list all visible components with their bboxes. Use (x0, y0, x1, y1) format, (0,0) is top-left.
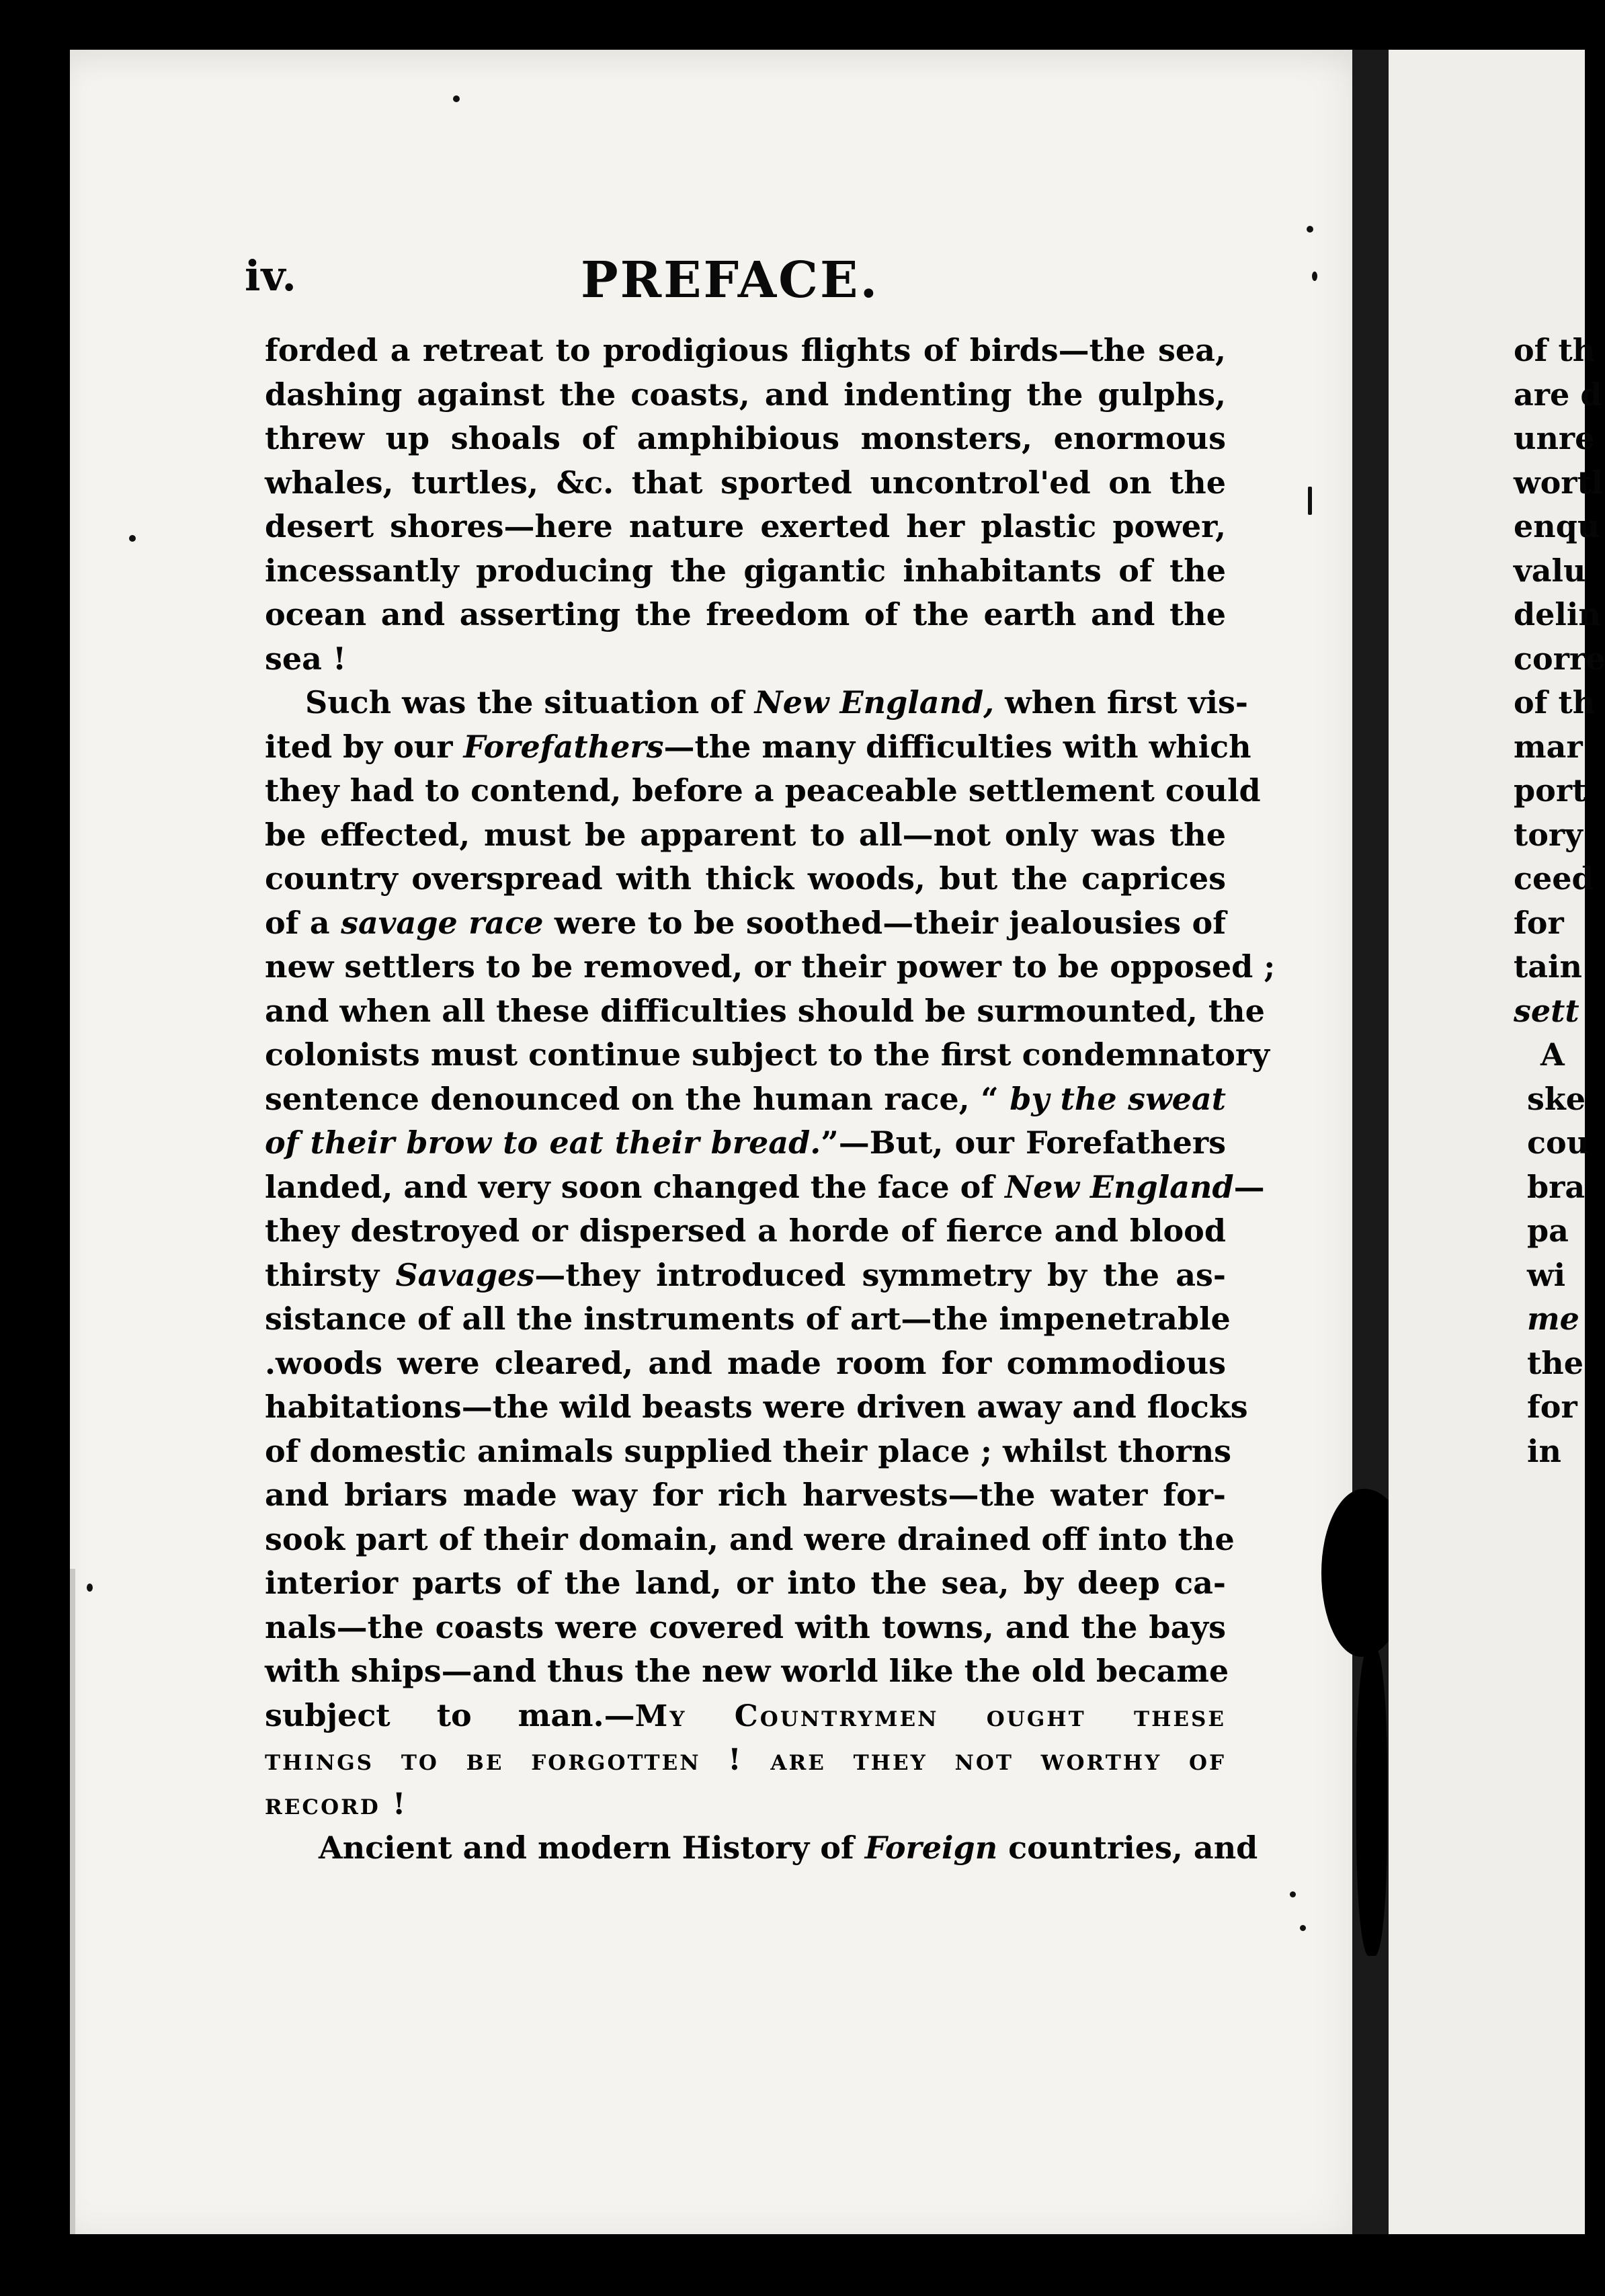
text-run: ”—But, our Forefathers (821, 1124, 1226, 1161)
quotation: by the sweat (1010, 1080, 1226, 1117)
text-line: they had to contend, before a peaceable settlement could (265, 772, 1261, 809)
text-fragment: delin (1514, 596, 1601, 632)
emphasis: Foreign (864, 1830, 998, 1866)
text-fragment: mar (1514, 728, 1583, 765)
text-line: dashing against the coasts, and indenting the gulphs, (265, 376, 1226, 413)
text-fragment: ske (1527, 1080, 1586, 1117)
emphasis: Savages (395, 1256, 535, 1293)
small-caps-text: My Countrymen ought these (634, 1698, 1226, 1733)
text-line: sistance of all the instruments of art—the impenetrable (265, 1301, 1231, 1337)
text-line: desert shores—here nature exerted her plastic power, (265, 508, 1226, 544)
text-line: of domestic animals supplied their place ; whilst thorns (265, 1432, 1232, 1469)
ink-speck (1312, 272, 1317, 281)
text-line: they destroyed or dispersed a horde of fierce and blood (265, 1213, 1226, 1249)
text-line (265, 901, 1226, 946)
text-fragment: wi (1527, 1256, 1566, 1293)
text-run: — (1233, 1168, 1265, 1205)
place-name: New England (1005, 1168, 1234, 1205)
text-run: —they introduced symmetry by the as- (534, 1256, 1226, 1293)
text-line: new settlers to be removed, or their power to be opposed ; (265, 948, 1276, 985)
text-run: Such was the situation of (305, 684, 755, 721)
text-fragment: port (1514, 772, 1587, 809)
text-line (265, 1254, 1226, 1298)
text-line: .woods were cleared, and made room for commodious (265, 1344, 1226, 1381)
text-fragment: pa (1527, 1213, 1569, 1249)
text-fragment: ceed (1514, 860, 1594, 897)
text-line: things to be forgotten ! are they not worthy of (265, 1743, 1226, 1777)
text-fragment: A (1540, 1036, 1565, 1073)
text-line (265, 681, 1248, 725)
text-fragment: me (1527, 1301, 1579, 1337)
text-line (265, 1121, 1226, 1165)
text-line: and briars made way for rich harvests—the water for- (265, 1477, 1226, 1513)
text-line: ocean and asserting the freedom of the earth and the (265, 596, 1226, 632)
running-title: PREFACE. (581, 251, 880, 309)
text-line: forded a retreat to prodigious flights of birds—the sea, (265, 332, 1226, 368)
text-line (265, 1826, 1258, 1871)
right-page-text (1514, 329, 1605, 1473)
text-line: be effected, must be apparent to all—not only was the (265, 816, 1226, 853)
text-run: when first vis- (994, 684, 1248, 721)
text-fragment: sett (1514, 992, 1579, 1029)
text-line: country overspread with thick woods, but the caprices (265, 860, 1226, 897)
text-run: —the many difficulties with which (663, 728, 1251, 765)
text-fragment: wortl (1514, 464, 1604, 501)
text-line: record ! (265, 1787, 408, 1821)
text-fragment: bra (1527, 1168, 1586, 1205)
text-fragment: corre (1514, 640, 1605, 677)
ink-speck (87, 1584, 93, 1592)
place-name: New England, (754, 684, 995, 721)
ink-speck (1290, 1891, 1296, 1897)
text-run: were to be soothed—their jealousies of (543, 904, 1226, 941)
text-run: of a (265, 904, 341, 941)
body-text (265, 329, 1276, 1871)
text-run: Ancient and modern History of (319, 1830, 865, 1866)
page-number: iv. (245, 251, 297, 300)
text-fragment: of th (1514, 332, 1596, 368)
text-fragment: unre (1514, 420, 1595, 456)
text-fragment: in (1527, 1432, 1561, 1469)
ink-speck (1308, 487, 1312, 515)
ink-speck (1300, 1925, 1306, 1931)
text-run: subject to man.— (265, 1696, 635, 1733)
quotation: of their brow to eat their bread. (265, 1124, 821, 1161)
text-fragment: enqu (1514, 508, 1600, 544)
text-line (265, 725, 1251, 770)
text-line: incessantly producing the gigantic inhabitants of the (265, 552, 1226, 589)
text-line: with ships—and thus the new world like the old became (265, 1653, 1229, 1689)
text-line (265, 1694, 1226, 1739)
text-line: colonists must continue subject to the first condemnatory (265, 1036, 1270, 1073)
ink-speck (453, 95, 460, 102)
text-line (265, 1165, 1265, 1210)
ink-drip (1356, 1647, 1387, 1956)
text-fragment: of th (1514, 684, 1596, 721)
text-run: sentence denounced on the human race, “ (265, 1080, 1010, 1117)
text-line: habitations—the wild beasts were driven away and flocks (265, 1389, 1248, 1425)
text-fragment: valu (1514, 552, 1586, 589)
text-line: threw up shoals of amphibious monsters, enormous (265, 420, 1226, 456)
text-line (265, 1077, 1226, 1122)
text-fragment: tain (1514, 948, 1582, 985)
text-fragment: are d (1514, 376, 1602, 413)
left-page (70, 50, 1366, 2234)
text-line: interior parts of the land, or into the sea, by deep ca- (265, 1565, 1226, 1601)
text-line: whales, turtles, &c. that sported uncontrol'ed on the (265, 464, 1226, 501)
text-run: landed, and very soon changed the face of (265, 1168, 1005, 1205)
text-fragment: tory (1514, 816, 1583, 853)
text-run: thirsty (265, 1256, 396, 1293)
text-fragment: the (1527, 1344, 1583, 1381)
text-run: ited by our (265, 728, 464, 765)
text-line: and when all these difficulties should be surmounted, the (265, 992, 1265, 1029)
emphasis: Forefathers (463, 728, 664, 765)
right-page (1389, 50, 1605, 2234)
ink-speck (1307, 226, 1313, 233)
text-fragment: for (1527, 1389, 1577, 1425)
text-run: countries, and (997, 1830, 1258, 1866)
ink-speck (129, 535, 136, 542)
text-line: nals—the coasts were covered with towns, and the bays (265, 1608, 1226, 1645)
text-line: sea ! (265, 640, 347, 677)
text-fragment: cou (1527, 1124, 1590, 1161)
text-line: sook part of their domain, and were drained off into the (265, 1520, 1235, 1557)
emphasis: savage race (341, 904, 544, 941)
text-fragment: for (1514, 904, 1564, 941)
